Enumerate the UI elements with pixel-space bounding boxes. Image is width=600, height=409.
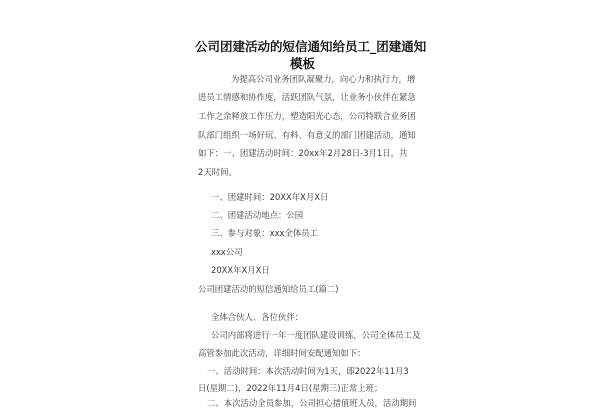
salutation: 全体合伙人、各位伙伴：	[211, 312, 304, 322]
body-paragraph-line: 公司内部将进行一年一度团队建设训练，公司全体员工及	[211, 330, 421, 340]
list-item: 一、团建时间：20XX年X月X日	[211, 192, 329, 202]
body-paragraph-line: 一、活动时间：本次活动时间为1天，即2022年11月3	[207, 366, 409, 376]
body-paragraph-line: 工作之余释放工作压力，塑造阳光心态，公司特联合业务团	[198, 111, 416, 121]
body-paragraph-line: 队部门组织一场好玩、有料、有意义的部门团建活动，通知	[198, 130, 416, 140]
signature-company: xxx公司	[211, 247, 243, 257]
body-paragraph-line: 日(星期二)，2022年11月4日(星期三)正常上班；	[198, 383, 383, 393]
body-paragraph-line: 2天时间。	[198, 167, 237, 177]
body-paragraph-line: 进员工情感和协作度，活跃团队气氛，让业务小伙伴在紧急	[198, 92, 416, 102]
body-paragraph-line: 高管参加此次活动，详细时间安配通知如下：	[198, 348, 366, 358]
document-title-line-1: 公司团建活动的短信通知给员工_团建通知	[195, 39, 427, 54]
body-paragraph-line: 如下：一、团建活动时间：20xx年2月28日-3月1日，共	[198, 148, 408, 158]
document-title-line-2: 模板	[289, 56, 315, 71]
body-paragraph-line: 为提高公司业务团队凝聚力，向心力和执行力，增	[231, 74, 416, 84]
list-item: 二、团建活动地点：公园	[211, 210, 304, 220]
body-paragraph-line: 二、本次活动全员参加，公司担心措值班人员，活动期间	[207, 398, 417, 408]
section-heading: 公司团建活动的短信通知给员工(篇二)	[198, 284, 339, 294]
signature-date: 20XX年X月X日	[211, 265, 270, 275]
list-item: 三、参与对象：xxx全体员工	[211, 228, 318, 238]
